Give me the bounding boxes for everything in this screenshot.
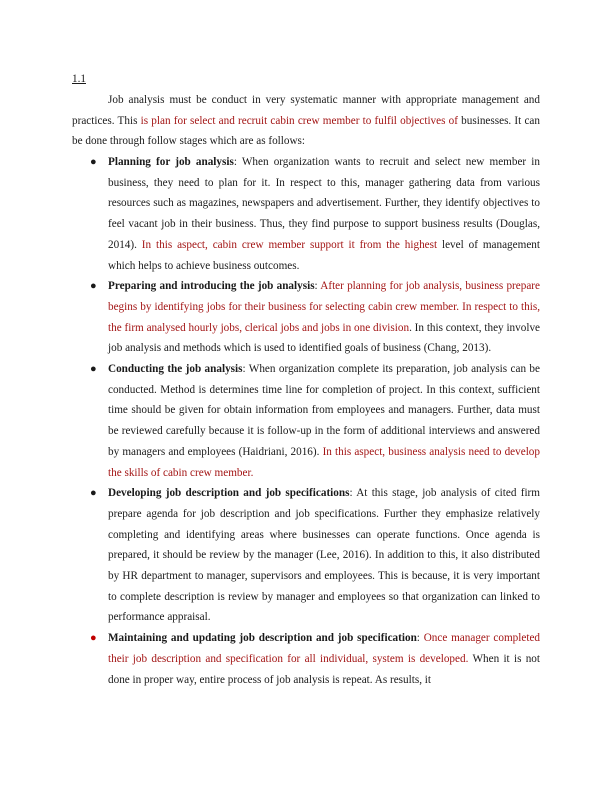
- bullet-text-end: . In this context, they involve job analysis and methods which is used to identified goals of business (Chang, 2013).: [108, 321, 541, 355]
- bullet-icon: ●: [90, 363, 97, 376]
- bullet-text: : At this stage, job analysis of cited firm prepare agenda for job description and job specifications. Further they emphasize relatively completing and identifying areas where businesses can operate functions. Once agenda is prepared, it should be review by the manager (Lee, 2016). In addition to this, it also distributed by HR department to manager, supervisors and employees. This is because, it is very important to complete description is review by manager and employees so that organization can linked to performance appraisal.: [108, 487, 540, 624]
- bullet-text-end: When it is not done in proper way, entire process of job analysis is repeat. As results, it: [108, 652, 540, 686]
- bullet-highlight: In this aspect, business analysis need to develop the skills of cabin crew member.: [108, 445, 540, 479]
- bullet-text: : When organization complete its preparation, job analysis can be conducted. Method is determines time line for completion of project. In this context, sufficient time should be given for obtain information from employees and managers. Further, data must be reviewed carefully because it is follow-up in the form of additional interviews and answered by managers and employees (Haidriani, 2016).: [108, 363, 540, 458]
- bullet-title: Developing job description and job specifications: [108, 487, 350, 500]
- bullet-title: Planning for job analysis: [108, 156, 234, 168]
- bullet-title: Preparing and introducing the job analysis: [108, 280, 315, 293]
- list-item: [72, 628, 540, 690]
- stages-list: [72, 152, 540, 690]
- intro-text-2: businesses. It can be done through follow stages which are as follows:: [72, 114, 540, 148]
- list-item: [72, 152, 540, 276]
- section-heading: 1.1: [72, 73, 86, 85]
- intro-highlight: is plan for select and recruit cabin crew member to fulfil objectives of: [140, 114, 458, 127]
- bullet-title: Maintaining and updating job description and job specification: [108, 632, 417, 645]
- list-item: [72, 483, 540, 628]
- bullet-highlight: After planning for job analysis, business prepare begins by identifying jobs for their business for selecting cabin crew member. In respect to this, the firm analysed hourly jobs, clerical jobs and jobs in one division: [108, 280, 540, 334]
- bullet-icon: ●: [90, 156, 97, 168]
- bullet-icon: ●: [90, 487, 97, 500]
- list-item: [72, 276, 540, 359]
- list-item: [72, 359, 540, 483]
- bullet-text: : When organization wants to recruit and select new member in business, they need to plan for it. In respect to this, manager gathering data from various resources such as magazines, newspapers and advertisement. Further, they identify objectives to feel vacant job in their business. Thus, they find purpose to support business results (Douglas, 2014).: [108, 156, 540, 251]
- bullet-icon: ●: [90, 280, 97, 293]
- bullet-highlight: In this aspect, cabin crew member support it from the highest: [141, 238, 438, 251]
- intro-paragraph: [72, 90, 540, 152]
- bullet-text: :: [416, 632, 424, 645]
- bullet-title: Conducting the job analysis: [108, 363, 243, 376]
- bullet-icon: ●: [90, 632, 97, 645]
- bullet-text: :: [314, 280, 321, 293]
- intro-text-1: Job analysis must be conduct in very systematic manner with appropriate management and practices. This: [72, 94, 540, 127]
- bullet-text-end: level of management which helps to achieve business outcomes.: [108, 238, 540, 272]
- bullet-highlight: Once manager completed their job description and specification for all individual, system is developed.: [108, 632, 541, 665]
